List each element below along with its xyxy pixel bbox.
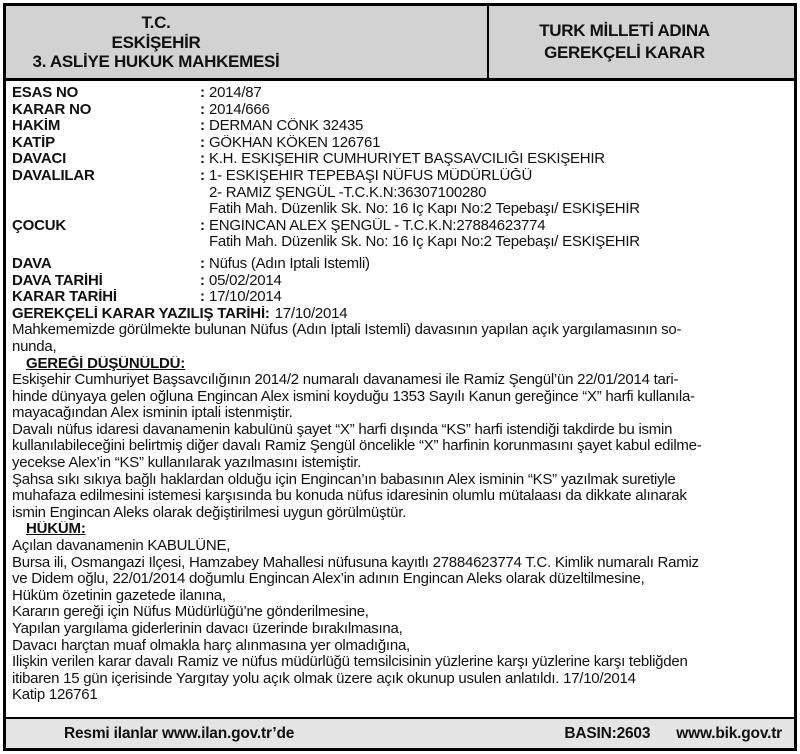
official-ads-text: Resmi ilanlar www.ilan.gov.tr’de [64,724,295,742]
field-row [12,102,788,119]
footer-right-group [564,725,782,743]
field-value: 2- RAMİZ ŞENGÜL -T.C.K.N:36307100280 [209,184,487,201]
body-line: Davalı nüfus idaresi davanamenin kabulünü şayet “X” harfi dışında “KS” harfi istendiği takdirde bu ismin [12,421,673,438]
body-line: ismin Engincan Aleks olarak değiştirilmesi uygun görülmüştür. [12,504,407,521]
field-value: Fatih Mah. Düzenlik Sk. No: 16 İç Kapı No:2 Tepebaşı/ ESKİŞEHİR [209,201,640,218]
court-name-line: ESKİŞEHİR [111,32,201,52]
gerekceli-karar-yazilis-tarihi-row [12,306,788,323]
body-line: Katip 126761 [12,687,98,704]
field-row [12,256,788,273]
field-separator: : [200,151,205,168]
field-separator: : [200,167,205,184]
field-row [12,289,788,306]
field-label: KARAR TARİHİ [12,289,117,306]
field-separator: : [200,272,205,289]
field-label: HAKİM [12,118,61,135]
field-separator: : [200,217,205,234]
inline-field-label: GEREKÇELİ KARAR YAZILIŞ TARİHİ [12,305,265,322]
field-separator: : [200,118,205,135]
section-heading: HÜKÜM: [26,521,86,538]
bik-url: www.bik.gov.tr [676,724,782,742]
body-line: yecekse Alex’in “KS” kullanılarak yazılmasını istemiştir. [12,455,362,472]
body-line: Mahkememizde görülmekte bulunan Nüfus (Adın İptali İstemli) davasının yapılan açık yargılamasının so- [12,322,682,339]
field-value: Nüfus (Adın İptali İstemli) [209,255,370,272]
field-row [12,201,788,218]
body-line: hinde dünyaya gelen oğluna Engincan Alex ismini koyduğu 1353 Sayılı Kanun gereğince “X” harfi kullanıla- [12,388,695,405]
court-name [10,6,302,72]
body-line: Yapılan yargılama giderlerinin davacı üzerinde bırakılmasına, [12,621,403,637]
body-line: Eskişehir Cumhuriyet Başsavcılığının 2014/2 numaralı davanamesi ile Ramiz Şengül’ün 22/01/2014 tari- [12,372,679,389]
field-separator: : [200,255,205,272]
body-line: itibaren 15 gün içerisinde Yargıtay yolu açık olmak üzere açık okunup usulen anlatıldı. 17/10/2014 [12,670,636,687]
section-heading-line [12,521,788,538]
court-name-line: T.C. [141,13,171,32]
field-separator: : [200,289,205,306]
section-heading-line [12,356,788,373]
field-value: 05/02/2014 [209,272,282,289]
field-value: ENGİNCAN ALEX ŞENGÜL - T.C.K.N:27884623774 [209,217,546,234]
basin-number: BASIN:2603 [564,724,651,742]
body-line: Açılan davanamenin KABULÜNE, [12,538,231,555]
inline-field-value: 17/10/2014 [274,305,348,322]
field-row [12,218,788,235]
body-line: Davacı harçtan muaf olmakla harç alınmasına yer olmadığına, [12,637,410,654]
body-line: Bursa ili, Osmangazi İlçesi, Hamzabey Mahallesi nüfusuna kayıtlı 27884623774 T.C. Kimlik numaralı Ramiz [12,554,699,571]
field-value: DERMAN CÖNK 32435 [209,118,364,135]
field-value: 2014/666 [209,101,270,118]
announcement-frame [3,3,797,751]
field-label: ÇOCUK [12,217,66,234]
decision-title-line: TURK MİLLETİ ADINA [539,21,710,40]
body-line: muhafaza edilmesini istemesi karşısında bu konuda nüfus idaresinin olumlu mütalaası da dikkate alınarak [12,488,687,505]
document-header [6,6,794,81]
section-heading: GEREĞİ DÜŞÜNÜLDÜ: [26,355,186,372]
body-line: İlişkin verilen karar davalı Ramiz ve nüfus müdürlüğü temsilcisinin yüzlerine karşı yüzlerine karşı tebliğden [12,654,688,671]
field-row [12,85,788,102]
field-row [12,273,788,290]
field-value: GÖKHAN KÖKEN 126761 [209,134,381,151]
field-label: DAVA TARİHİ [12,272,103,289]
field-separator: : [200,101,205,118]
field-value: 17/10/2014 [209,289,282,306]
field-value: K.H. ESKİŞEHİR CUMHURİYET BAŞSAVCILIĞI ESKİŞEHİR [209,151,605,168]
field-label: DAVALILAR [12,167,95,184]
field-value: Fatih Mah. Düzenlik Sk. No: 16 İç Kapı No:2 Tepebaşı/ ESKİŞEHİR [209,234,640,251]
decision-body [6,81,794,717]
body-line: Kararın gereği için Nüfus Müdürlüğü’ne gönderilmesine, [12,604,369,621]
body-line: Şahsa sıkı sıkıya bağlı haklardan olduğu için Engincan’ın babasının Alex isminin “KS” yazılmak suretiyle [12,471,676,488]
body-line: ve Didem oğlu, 22/01/2014 doğumlu Engincan Alex’in adının Engincan Aleks olarak düzeltilmesine, [12,571,645,588]
court-name-line: 3. ASLİYE HUKUK MAHKEMESİ [32,52,280,71]
field-separator: : [200,85,205,101]
body-line: Hüküm özetinin gazetede ilanına, [12,587,226,604]
field-row [12,135,788,152]
decision-title [489,6,794,78]
body-line: nunda, [12,338,57,355]
field-row [12,168,788,185]
decision-text [12,322,788,704]
field-row [12,234,788,251]
field-label: KATİP [12,134,55,151]
decision-title-line: GEREKÇELİ KARAR [544,43,705,62]
field-label: DAVACI [12,151,67,168]
field-label: KARAR NO [12,101,92,118]
court-name-cell [6,6,489,78]
field-value: 2014/87 [209,85,262,101]
field-row [12,185,788,202]
field-label: ESAS NO [12,85,79,101]
field-row [12,151,788,168]
body-line: kullanılabileceğini belirtmiş diğer davalı Ramiz Şengül öncelikle “X” harfinin korunmasını şayet kabul edilme- [12,438,702,455]
field-value: 1- ESKİŞEHİR TEPEBAŞI NÜFUS MÜDÜRLÜĞÜ [209,167,533,184]
case-fields [12,85,788,306]
field-row [12,118,788,135]
field-label: DAVA [12,255,52,272]
document-footer [6,717,794,748]
inline-field-separator: : [264,305,270,322]
field-separator: : [200,134,205,151]
body-line: mayacağından Alex isminin iptali istenmiştir. [12,405,293,422]
